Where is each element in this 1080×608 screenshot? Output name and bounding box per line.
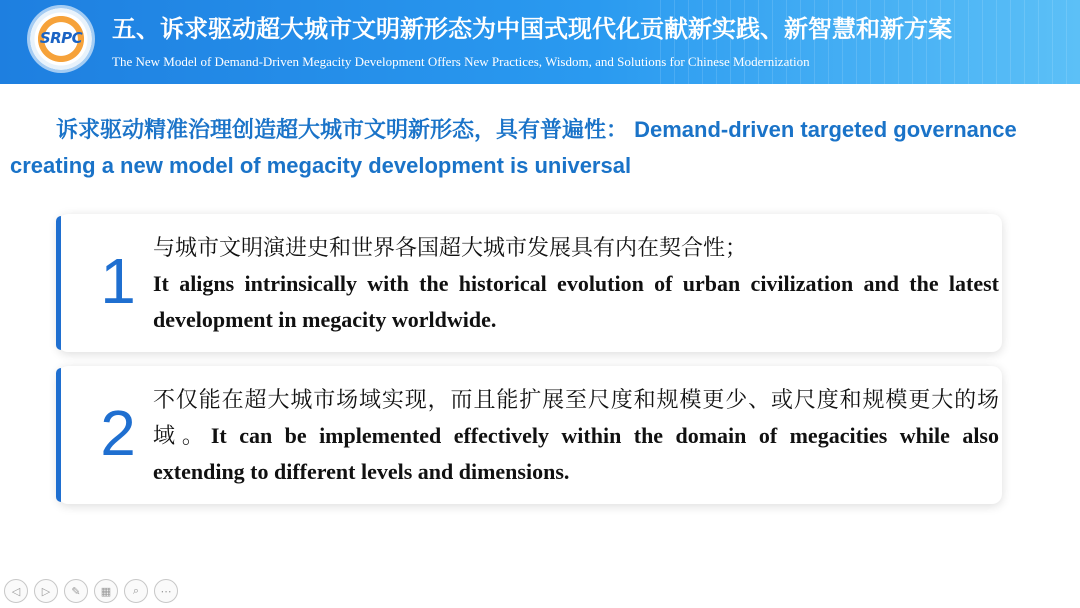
zoom-icon[interactable]: ⌕ [124,579,148,603]
point-card-1 [58,214,1002,352]
prev-icon[interactable]: ◁ [4,579,28,603]
point-text-cn: 不仅能在超大城市场域实现，而且能扩展至尺度和规模更少、或尺度和规模更大的场域。 [153,387,999,448]
pen-icon[interactable]: ✎ [64,579,88,603]
more-icon[interactable]: ⋯ [154,579,178,603]
slideshow-toolbar [4,579,178,603]
point-card-2 [58,366,1002,504]
point-text [153,230,999,338]
logo-text: SRPC [39,29,83,47]
slides-icon[interactable]: ▦ [94,579,118,603]
title-english: The New Model of Demand-Driven Megacity Development Offers New Practices, Wisdom, and Solutions for Chinese Modernization [112,54,810,69]
point-text-en: It can be implemented effectively within the domain of megacities while also extending to different levels and dimensions. [153,423,999,484]
point-number: 1 [100,245,136,317]
section-subtitle: 诉求驱动精准治理创造超大城市文明新形态，具有普遍性： Demand-driven targeted governance creating a new model of megacity development is universal [10,117,1017,178]
point-text [153,382,999,490]
point-text-cn: 与城市文明演进史和世界各国超大城市发展具有内在契合性； [153,235,748,260]
title-chinese: 五、诉求驱动超大城市文明新形态为中国式现代化贡献新实践、新智慧和新方案 [112,15,952,43]
srpc-logo [30,8,92,70]
next-icon[interactable]: ▷ [34,579,58,603]
header-banner [0,0,1080,84]
point-number: 2 [100,397,136,469]
point-text-en: It aligns intrinsically with the historical evolution of urban civilization and the latest development in megacity worldwide. [153,271,999,332]
